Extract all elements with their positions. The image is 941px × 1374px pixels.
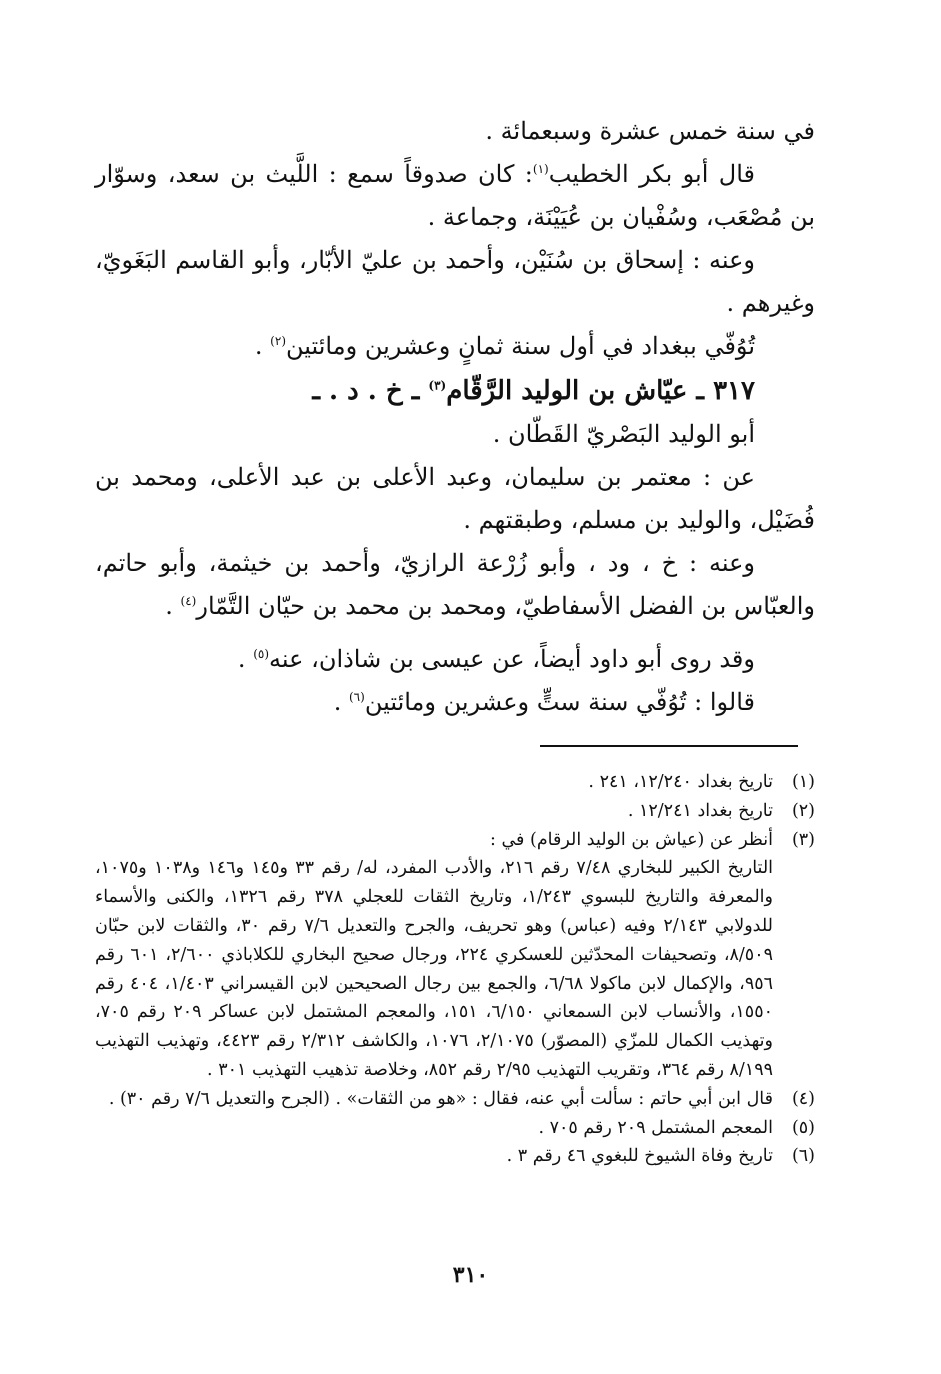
entry-heading [95, 370, 815, 413]
footnote-text: تاريخ بغداد ١٢/٢٤١ . [627, 800, 773, 821]
entry-title: ٣١٧ ـ عيّاش بن الوليد الرَّقّام [446, 376, 755, 406]
paragraph-kunya: أبو الوليد البَصْريّ القَطّان . [492, 420, 755, 448]
entry-sigla: ـ خ . د . ـ [312, 376, 429, 406]
paragraph-khatib [95, 153, 815, 239]
footnote-3-sources: التاريخ الكبير للبخاري ٧/٤٨ رقم ٢١٦، والأدب المفرد، له/ رقم ٣٣ و١٤٥ و١٤٦ و١٠٣٨ و١٠٧٥، والمعرفة والتاريخ للبسوي ١/٢٤٣، وتاريخ الثقات للعجلي ٣٧٨ رقم ١٣٢٦، والكنى والأسماء للدولابي ٢/١٤٣ وفيه (عباس) وهو تحريف، والجرح والتعديل ٧/٦ رقم ٣٠، والثقات لابن حبّان ٨/٥٠٩، وتصحيفات المحدّثين للعسكري ٢٢٤، ورجال صحيح البخاري للكلاباذي ٢/٦٠٠، ٦٠١ رقم ٩٥٦، والإكمال لابن ماكولا ٦/٦٨، والجمع بين رجال الصحيحين لابن القيسراني ١/٤٠٣، ٤٠٤ رقم ١٥٥٠، والأنساب لابن السمعاني ٦/١٥٠، ١٥١، والمعجم المشتمل لابن عساكر ٢٠٩ رقم ٧٠٥، وتهذيب الكمال للمزّي (المصوّر) ٢/١٠٧٥، ١٠٧٦، والكاشف ٢/٣١٢ رقم ٤٤٢٣، وتهذيب التهذيب ٨/١٩٩ رقم ٣٦٤، وتقريب التهذيب ٢/٩٥ رقم ٨٥٢، وخلاصة تذهيب التهذيب ٣٠١ . [95, 858, 774, 1080]
footnote-text: تاريخ وفاة الشيوخ للبغوي ٤٦ رقم ٣ . [506, 1146, 773, 1167]
paragraph-text: وعنه : خ ، ود ، وأبو زُرْعة الرازيّ، وأحمد بن خيثمة، وأبو حاتم، والعبّاس بن الفضل الأسفاطيّ، ومحمد بن محمد بن حيّان التَّمّار [95, 549, 815, 620]
footnote-1 [95, 768, 815, 797]
main-text [95, 110, 815, 724]
paragraph-text: . [254, 332, 271, 360]
paragraph-text: . [237, 645, 254, 673]
footnote-number: (٣) [791, 829, 815, 850]
footnote-ref[interactable]: (١) [532, 162, 549, 176]
footnote-text: أنظر عن (عياش بن الوليد الرقام) في : [490, 829, 773, 850]
footnote-5 [95, 1114, 815, 1143]
footnote-text: قال ابن أبي حاتم : سألت أبي عنه، فقال : «هو من الثقات» . (الجرح والتعديل ٧/٦ رقم ٣٠) . [108, 1088, 773, 1109]
footnote-ref[interactable]: (٢) [270, 334, 286, 348]
footnote-separator [540, 745, 798, 747]
paragraph-text: قالوا : تُوُفّي سنة ستٍّ وعشرين ومائتين [364, 688, 755, 716]
footnote-2 [95, 797, 815, 826]
page-number: ٣١٠ [452, 1262, 489, 1288]
footnotes [95, 768, 815, 1171]
paragraph-death [95, 325, 815, 368]
footnote-text: تاريخ بغداد ١٢/٢٤٠، ٢٤١ . [588, 772, 773, 792]
paragraph-death-date [95, 681, 815, 724]
paragraph-text: . [333, 688, 349, 716]
paragraph-text: تُوُفّي ببغداد في أول سنة ثمانٍ وعشرين ومائتين [286, 332, 755, 360]
footnote-number: (١) [791, 772, 815, 792]
footnote-ref[interactable]: (٥) [253, 647, 270, 661]
paragraph-narrators [95, 542, 815, 628]
footnote-number: (٥) [791, 1117, 815, 1138]
paragraph-abu-dawud [95, 638, 815, 681]
paragraph-text: قال أبو بكر الخطيب [548, 160, 755, 188]
footnote-text: المعجم المشتمل ٢٠٩ رقم ٧٠٥ . [538, 1117, 773, 1138]
footnote-ref[interactable]: (٣) [428, 378, 447, 393]
footnote-number: (٤) [791, 1088, 815, 1109]
footnote-number: (٢) [791, 800, 815, 821]
paragraph-text: : كان صدوقاً سمع : اللَّيث بن سعد، وسوّار بن مُصْعَب، وسُفْيان بن عُيَيْنَة، وجماعة . [95, 160, 815, 231]
footnote-number: (٦) [791, 1146, 815, 1167]
paragraph-text: . [165, 592, 181, 620]
footnote-4 [95, 1085, 815, 1114]
paragraph-teachers: عن : معتمر بن سليمان، وعبد الأعلى بن عبد الأعلى، ومحمد بن فُضَيْل، والوليد بن مسلم، وطبقتهم . [95, 463, 815, 534]
paragraph-text: وقد روى أبو داود أيضاً، عن عيسى بن شاذان، عنه [269, 645, 755, 673]
footnote-3 [95, 826, 815, 855]
footnote-ref[interactable]: (٤) [180, 594, 197, 608]
footnote-ref[interactable]: (٦) [348, 690, 365, 704]
paragraph-students: وعنه : إسحاق بن سُنَيْن، وأحمد بن عليّ الأبّار، وأبو القاسم البَغَويّ، وغيرهم . [95, 246, 815, 317]
continuation-line: في سنة خمس عشرة وسبعمائة . [485, 117, 815, 145]
footnote-6 [95, 1142, 815, 1171]
